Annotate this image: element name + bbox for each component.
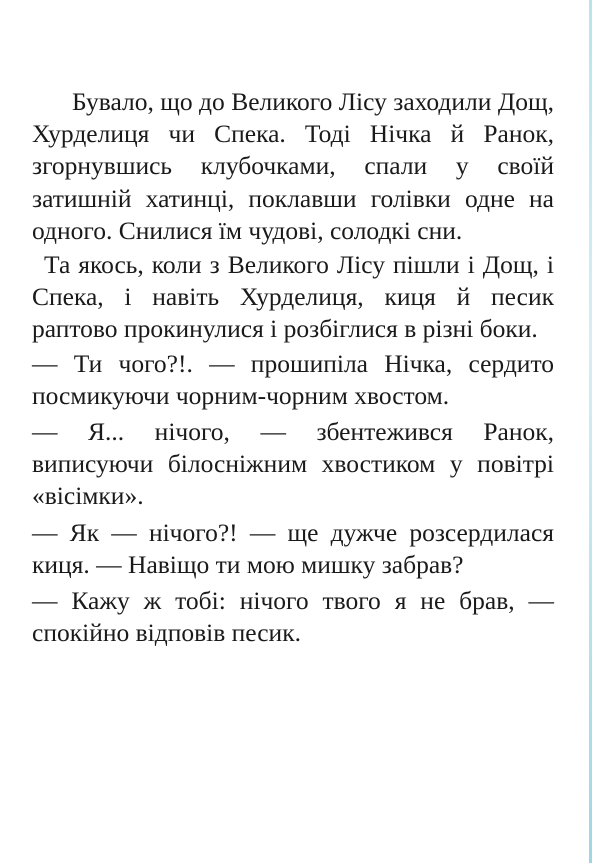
paragraph-1: Бувало, що до Великого Лісу заходили Дощ, Хурделиця чи Спека. Тоді Нічка й Ранок, згорнувшись клубочками, спали у своїй затишній хатинці, поклавши голівки одне на одного. Снилися їм чудові, солодкі сни. [32,87,554,245]
dialogue-line-1: — Ти чого?!. — прошипіла Нічка, сердито посмикуючи чорним-чорним хвостом. [32,348,554,410]
story-text [32,86,554,649]
dialogue-line-3: — Як — нічого?! — ще дужче розсердилася киця. — Навіщо ти мою мишку забрав? [32,517,554,579]
dialogue-line-4: — Кажу ж тобі: нічого твого я не брав, — спокійно відповів песик. [32,586,554,648]
paragraph-2: Та якось, коли з Великого Лісу пішли і Дощ, і Спека, і навіть Хурделиця, киця й песик раптово прокинулися і розбіглися в різні боки. [32,250,554,344]
dialogue-line-2: — Я... нічого, — збентежився Ранок, виписуючи білосніжним хвостиком у повітрі «вісімки». [32,417,554,511]
